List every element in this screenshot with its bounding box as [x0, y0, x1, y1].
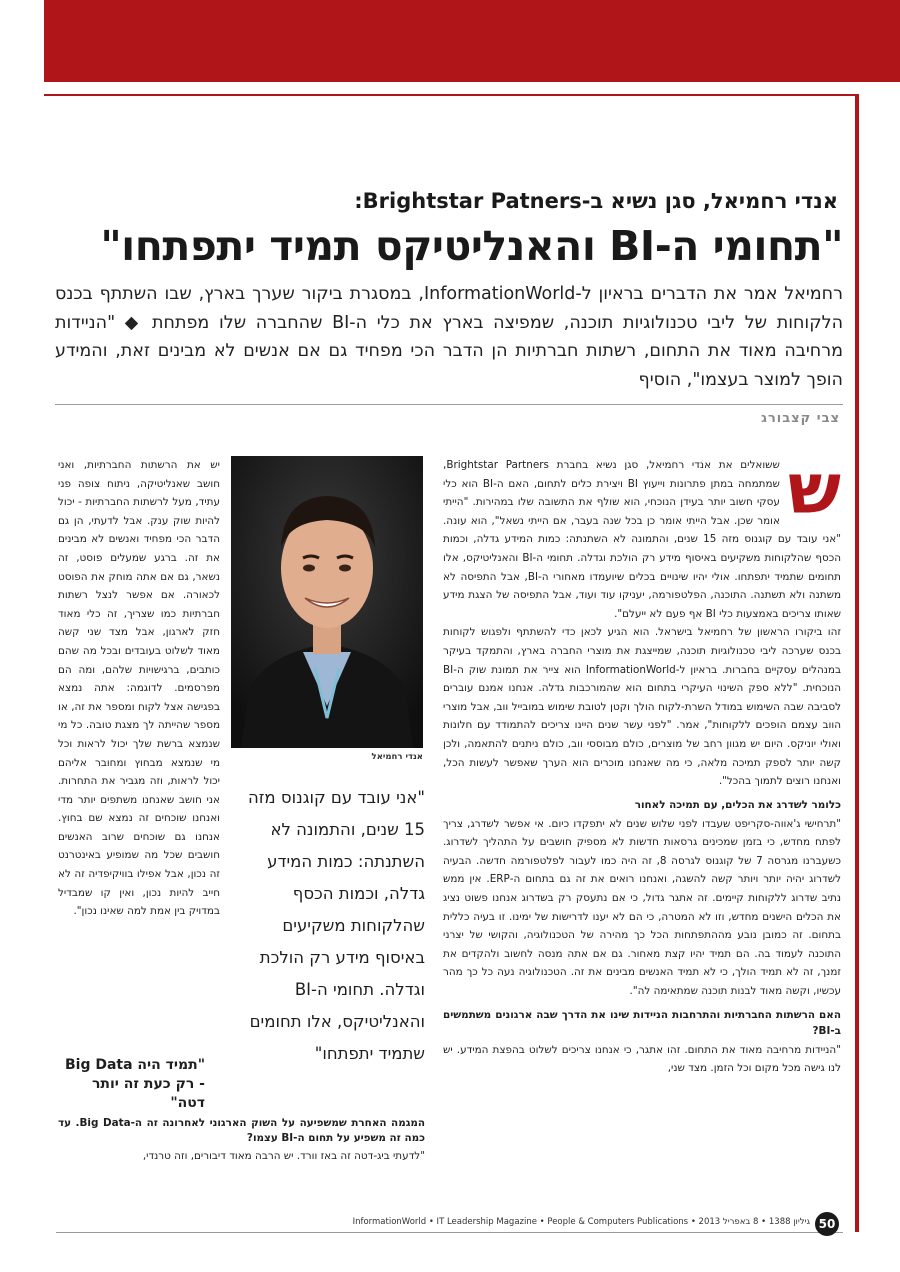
article-paragraph: "תרחישי ג'אווה-סקריפט שעבדו לפני שלוש שנים לא יתפקדו כיום. אי אפשר לשדרג, צריך לפתח מחדש, כי בזמן שמכינים גרסאות חדשות לא מספיק חושבים על התהליך לשדרוג. כשעברנו מגרסה 7 של קוגנוס לגרסה 8, זה היה כמו לעבור לפלטפורמה חדשה. הבעיה לשדרוג יהיה יותר ויותר קשה להשגה, ואנחנו רואים את זה גם בתחום ה-ERP. אין ממש נתיב שדרוג ללקוחות קיימים. זה אתגר גדול, כי אם נתעסק רק בשדרוג אנחנו פשוט נציג את הכלים הישנים מחדש, וזו לא המטרה, כי הם לא יענו לדרישות של ימינו. זו בעיה כללית בתחום. זה כמובן נובע מההתפתחות הכל כך מהירה של הטכנולוגיה, והקושי של יצרני התוכנה לעמוד בה. הם תמיד יהיו קצת מאחור. גם אם אתה מנסה לחשוב ולהקדים את זמנך, זה לא תמיד הולך, כי לא תמיד האנשים מבינים את זה. הטכנולוגיה נעה כל כך מהר עכשיו, וקשה מאוד לבנות תוכנה שמתאימה לה".: [443, 817, 841, 998]
side-quote: "תמיד היה Big Data - רק כעת זה יותר דטה": [64, 1057, 205, 1111]
article-column-right: [443, 448, 841, 1078]
section-tag: BI: [825, 64, 848, 84]
question-heading: המגמה האחרת שמשפיעה על השוק הארגוני לאחרונה זה ה-Big Data. עד כמה זה משפיע על תחום ה-BI עצמו?: [58, 1117, 426, 1144]
author-byline: צבי קצבורג: [761, 411, 840, 426]
footer-rule: [56, 1232, 843, 1233]
article-paragraph: "לדעתי ביג-דטה זה באז וורד. יש הרבה מאוד דיבורים, וזה טרנדי,: [142, 1150, 425, 1162]
article-column-left: [58, 456, 220, 921]
header-rule: [44, 94, 855, 96]
article-paragraph: יש את הרשתות החברתיות, ואני חושב שאנליטיקה, ניתוח צופה פני עתיד, מעל לרשתות החברתיות - יכול להיות שוק ענק. אבל לדעתי, הן גם הדבר הכי מפחיד ואנשים לא מבינים את זה. ברגע שמעלים פוסט, זה נשאר, גם אם אתה מוחק את הפוסט לכאורה. אם אפשר לנצל רשתות חברתיות כמו שצריך, זה כלי מאוד חזק לארגון, אבל מצד שני קשה מאוד לשלוט בעובדים ובכל מה שהם כותבים, ברגישויות שלהם, ומה הם מפרסמים. לדוגמה: אתה נמצא בפגישה אצל לקוח ומספר את זה, או מספר שהייתה לך מצגת טובה. כל מי שנמצא ברשת שלך יכול לראות וכל מי שנמצא מבחוץ ומחובר אליהם יכול לראות, וזה מגביר את התחרות. אני חושב שאנחנו משתפים יותר מדי ואנחנו שוכחים זה נמצא שם בחוץ. אנחנו גם שוכחים שרוב האנשים חושבים שכל מה שמופיע באינטרנט זה נכון, אבל אפילו בוויקיפדיה זה לא חייב להיות נכון, ואין קו שמבדיל במדויק בין אמת למה שאינו נכון".: [58, 459, 220, 918]
headline: "תחומי ה-BI והאנליטיקס תמיד יתפתחו": [100, 222, 843, 270]
bottom-question-block: [58, 1116, 425, 1165]
photo-caption: אנדי רחמיאל: [371, 752, 423, 762]
article-paragraph: ששואלים את אנדי רחמיאל, סגן נשיא בחברת Brightstar Partners, שמתמחה במתן פתרונות וייעוץ BI ויצירת כלים לתחום, האם ה-BI הוא כלי עסקי חשוב יותר בעידן הנוכחי, הוא שולף את התשובה שלו במהירות. "הייתי אומר שכן. אבל הייתי אומר כן בכל שנה בעבר, אם הייתי נשאל", הוא עונה. "אני עובד עם קוגנוס מזה 15 שנים, והתמונה לא השתנתה: כמות המידע גדלה, וכמות הכסף שהלקוחות משקיעים באיסוף מידע רק הולכת וגדלה. תחומי ה-BI והאנליטיקס, אלו תחומים שתמיד יתפתחו. אולי יהיו שינויים בכלים שיועמדו מאחורי ה-BI, אבל התפיסה לא משתנה ולא תשתנה. התוכנה, הפלטפורמה, יעניקו עוד ועוד, אבל התפיסה של הצגת מידע שאותו צריכים באמצעות כלי BI אף פעם לא ייעלם".: [443, 459, 841, 620]
page-number: 50: [815, 1212, 839, 1236]
question-heading: כלומר לשדרג את הכלים, עם תמיכה לאחור: [634, 798, 841, 811]
article-paragraph: זהו ביקורו הראשון של רחמיאל בישראל. הוא הגיע לכאן כדי להשתתף ולפגוש לקוחות בכנס שערכה ליבי טכנולוגיות תוכנה, שמייצגת את מוצרי החברה בארץ, והתמקד בעיקר במנהלים עסקיים בחברות. בראיון ל-InformationWorld הוא צייר את תמונת שוק ה-BI הנוכחית. "ללא ספק השינוי העיקרי בתחום הוא שהמורכבות גדלה. אנחנו אמנם עוברים לסביבה שבה השימוש במודל השרת-לקוח הולך וקטן לטובת שימוש במובייל ווב, אבל מוצרי הווב עצמם הופכים ללקוחות", אמר. "לפני עשר שנים היינו צריכים להתמודד עם חלונות ואולי יוניקס. היום יש מגוון רחב של מוצרים, כולם מבוססי ווב, כולם ניתנים להתאמה, ולכן קשה יותר לספק תמיכה מלאה, כי מה שאנחנו מוכרים הוא הערך שאפשר לעשות הכל, ואנחנו רוצים לתמוך בהכל".: [443, 626, 841, 788]
drop-cap: ש: [787, 448, 841, 530]
intro-paragraph: רחמיאל אמר את הדברים בראיון ל-InformationWorld, במסגרת ביקור שערך בארץ, שבו השתתף בכנס הלקוחות של ליבי טכנולוגיות תוכנה, שמפיצה בארץ את כלי ה-BI שהחברה שלו מפתחת ◆ "הניידות מרחיבה מאוד את התחום, רשתות חברתיות הן הדבר הכי מפחיד גם אם אנשים לא מבינים זאת, והמידע הופך למוצר בעצמו", הוסיף: [55, 284, 843, 390]
subhead: אנדי רחמיאל, סגן נשיא ב-Brightstar Patners:: [354, 189, 838, 213]
portrait-illustration: [231, 456, 423, 748]
portrait-photo: [231, 456, 423, 748]
pull-quote: "אני עובד עם קוגנוס מזה 15 שנים, והתמונה לא השתנתה: כמות המידע גדלה, וכמות הכסף שהלקוחות משקיעים באיסוף מידע רק הולכת וגדלה. תחומי ה-BI והאנליטיקס, אלו תחומים שתמיד יתפתחו": [247, 788, 425, 1063]
right-margin-bar: [855, 94, 859, 1232]
question-heading: האם הרשתות החברתיות והתרחבות הניידות שינו את הדרך שבה ארגונים משתמשים ב-BI?: [443, 1008, 841, 1037]
footer-text: גיליון 1388 • 8 באפריל 2013 • InformationWorld • IT Leadership Magazine • People & Computers Publications: [352, 1217, 810, 1227]
header-red-band: [44, 0, 900, 82]
article-paragraph: "הניידות מרחיבה מאוד את התחום. זהו אתגר, כי אנחנו צריכים לשלוט בהפצת המידע. יש לנו גישה מכל מקום וכל הזמן. מצד שני,: [443, 1043, 841, 1075]
byline-rule: [55, 404, 843, 405]
